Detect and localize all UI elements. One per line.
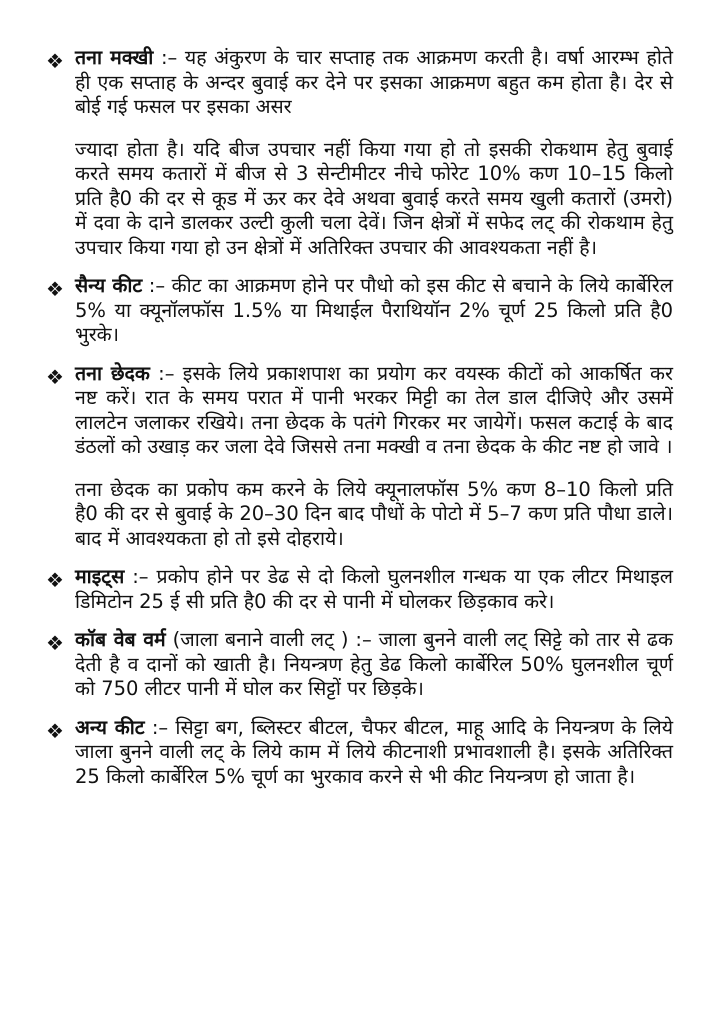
list-item-other-pests <box>40 716 673 790</box>
paragraph <box>75 46 673 120</box>
item-separator: :– <box>144 715 176 739</box>
diamond-bullet-icon: ❖ <box>46 364 64 389</box>
diamond-bullet-icon: ❖ <box>46 49 64 73</box>
paragraph-continued: ज्यादा होता है। यदि बीज उपचार नहीं किया गया हो तो इसकी रोकथाम हेतु बुवाई करते समय कतारों में बीज से 3 सेन्टीमीटर नीचे फोरेट 10% कण 10–15 किलो प्रति है0 की दर से कूड में ऊर कर देवे अथवा बुवाई करते समय खुली कतारों (उमरो) में दवा के दाने डालकर उल्टी कुली चला देवें। जिन क्षेत्रों में सफेद लट् की रोकथाम हेतु उपचार किया गया हो उन क्षेत्रों में अतिरिक्त उपचार की आवश्यकता नहीं है। <box>75 137 673 259</box>
list-item-stem-fly <box>40 46 673 260</box>
list-item-stem-borer <box>40 362 673 552</box>
item-term: माइट्स <box>75 565 125 588</box>
paragraph <box>75 362 673 460</box>
item-text: प्रकोप होने पर डेढ से दो किलो घुलनशील गन्धक या एक लीटर मिथाइल डिमिटोन 25 ई सी प्रति है0 की दर से पानी में घोलकर छिड़काव करे। <box>75 565 673 613</box>
paragraph-continued: तना छेदक का प्रकोप कम करने के लिये क्यूनालफॉस 5% कण 8–10 किलो प्रति है0 की दर से बुवाई के 20–30 दिन बाद पौधों के पोटो में 5–7 कण प्रति पौधा डाले। बाद में आवश्यकता हो तो इसे दोहराये। <box>75 477 673 550</box>
item-separator: (जाला बनाने वाली लट् ) :– <box>165 628 379 651</box>
item-term: तना मक्खी <box>75 46 154 69</box>
diamond-bullet-icon: ❖ <box>46 277 64 301</box>
list-item-army-worm <box>40 274 673 348</box>
item-separator: :– <box>124 565 157 588</box>
item-separator: :– <box>149 361 183 385</box>
item-text: यह अंकुरण के चार सप्ताह तक आक्रमण करती है। वर्षा आरम्भ होते ही एक सप्ताह के अन्दर बुवाई कर देने पर इसका आक्रमण बहुत कम होता है। देर से बोई गई फसल पर इसका असर <box>75 46 673 118</box>
paragraph <box>75 565 673 614</box>
list-item-mites <box>40 565 673 614</box>
item-term: कॉब वेब वर्म <box>75 628 166 651</box>
item-text: इसके लिये प्रकाशपाश का प्रयोग कर वयस्क कीटों को आकर्षित कर नष्ट करें। रात के समय परात में पानी भरकर मिट्टी का तेल डाल दीजिऐ और उसमें लालटेन जलाकर रखिये। तना छेदक के पतंगे गिरकर मर जायेगें। फसल कटाई के बाद डंठलों को उखाड़ कर जला देवे जिससे तना मक्खी व तना छेदक के कीट नष्ट हो जावे । <box>75 361 674 458</box>
item-term: सैन्य कीट <box>75 274 143 297</box>
paragraph <box>75 628 673 702</box>
diamond-bullet-icon: ❖ <box>46 718 64 743</box>
item-separator: :– <box>153 46 185 69</box>
list-item-cob-web-worm <box>40 628 673 702</box>
diamond-bullet-icon: ❖ <box>46 568 64 592</box>
paragraph <box>75 274 673 348</box>
diamond-bullet-icon: ❖ <box>46 631 64 655</box>
item-text: जाला बुनने वाली लट् सिट्टे को तार से ढक देती है व दानों को खाती है। नियन्त्रण हेतु डेढ किलो कार्बेरिल 50% घुलनशील चूर्ण को 750 लीटर पानी में घोल कर सिट्टों पर छिड़के। <box>75 628 673 700</box>
item-separator: :– <box>142 274 172 297</box>
item-term: तना छेदक <box>75 361 150 385</box>
item-text: कीट का आक्रमण होने पर पौधो को इस कीट से बचाने के लिये कार्बेरिल 5% या क्यूनॉलफॉस 1.5% या मिथाईल पैराथियॉन 2% चूर्ण 25 किलो प्रति है0 भुरके। <box>75 274 674 346</box>
item-term: अन्य कीट <box>75 715 145 739</box>
paragraph <box>75 716 673 790</box>
item-text: सिट्टा बग, ब्लिस्टर बीटल, चैफर बीटल, माहू आदि के नियन्त्रण के लिये जाला बुनने वाली लट् के लिये काम में लिये कीटनाशी प्रभावशाली है। इसके अतिरिक्त 25 किलो कार्बेरिल 5% चूर्ण का भुरकाव करने से भी कीट नियन्त्रण हो जाता है। <box>75 715 674 788</box>
